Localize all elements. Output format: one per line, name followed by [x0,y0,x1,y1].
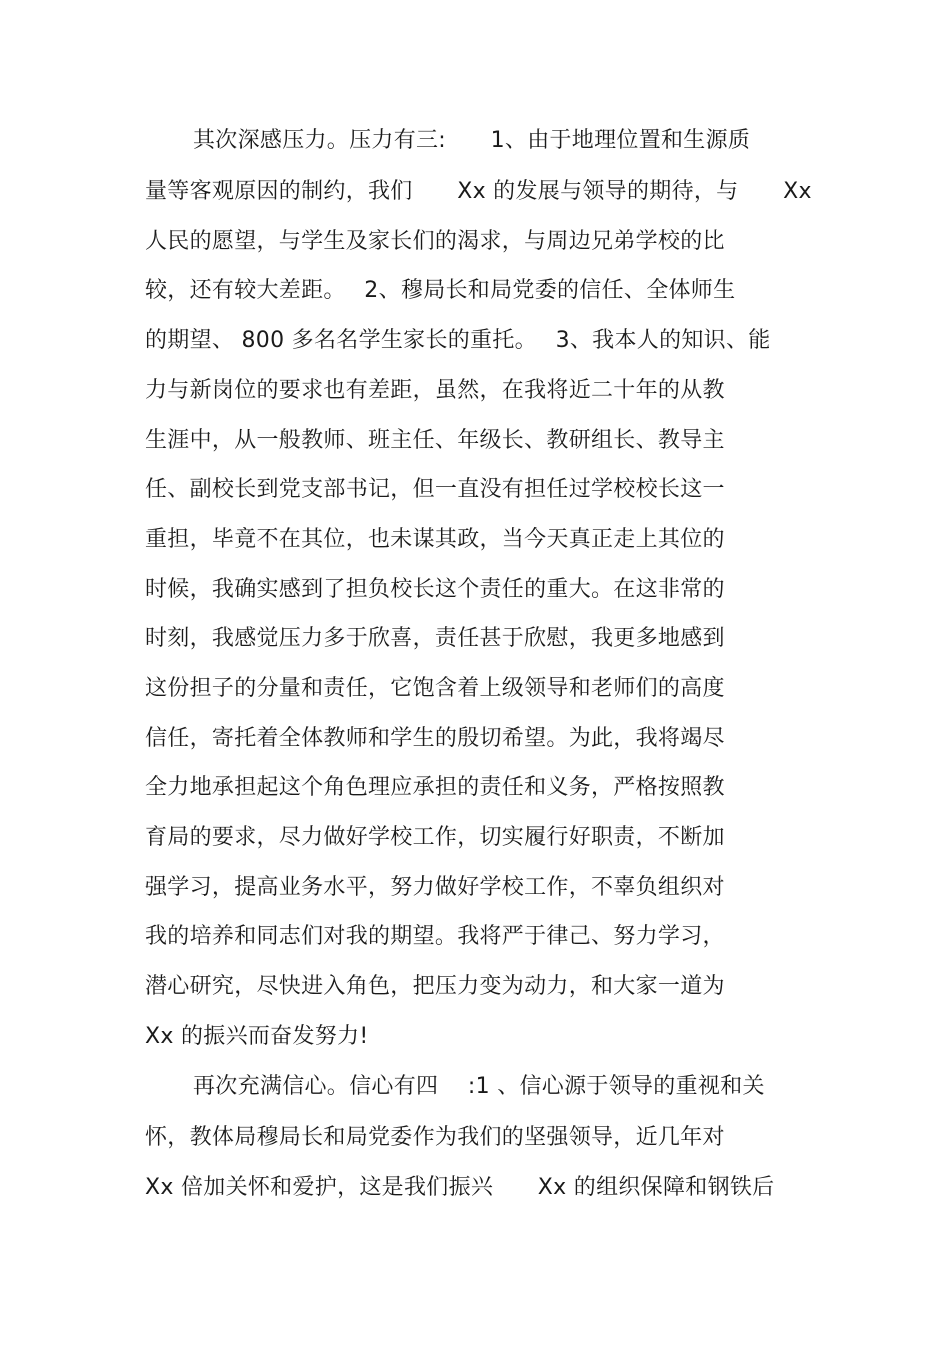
paragraph-line: 其次深感压力。压力有三: 1、由于地理位置和生源质 [193,128,751,153]
paragraph-line: 较，还有较大差距。 2、穆局长和局党委的信任、全体师生 [145,278,736,303]
paragraph-line: 这份担子的分量和责任，它饱含着上级领导和老师们的高度 [145,676,725,701]
paragraph-line: 怀，教体局穆局长和局党委作为我们的坚强领导，近几年对 [145,1125,725,1150]
paragraph-line: 时候，我确实感到了担负校长这个责任的重大。在这非常的 [145,577,725,602]
paragraph-line: Xx 倍加关怀和爱护，这是我们振兴 Xx 的组织保障和钢铁后 [145,1175,775,1200]
paragraph-line: 力与新岗位的要求也有差距，虽然，在我将近二十年的从教 [145,378,725,403]
paragraph-line: 人民的愿望，与学生及家长们的渴求，与周边兄弟学校的比 [145,229,725,254]
paragraph-line: 育局的要求，尽力做好学校工作，切实履行好职责，不断加 [145,825,725,850]
paragraph-line: 生涯中，从一般教师、班主任、年级长、教研组长、教导主 [145,428,725,453]
paragraph-line: 强学习，提高业务水平，努力做好学校工作，不辜负组织对 [145,875,725,900]
paragraph-line: 全力地承担起这个角色理应承担的责任和义务，严格按照教 [145,775,725,800]
paragraph-line: 再次充满信心。信心有四 :1 、信心源于领导的重视和关 [193,1074,765,1099]
paragraph-line: 任、副校长到党支部书记，但一直没有担任过学校校长这一 [145,477,725,502]
paragraph-line: 量等客观原因的制约，我们 Xx 的发展与领导的期待，与 Xx [145,179,812,204]
paragraph-line: 的期望、 800 多名名学生家长的重托。 3、我本人的知识、能 [145,328,771,353]
paragraph-line: 潜心研究，尽快进入角色，把压力变为动力，和大家一道为 [145,974,725,999]
paragraph-line: 我的培养和同志们对我的期望。我将严于律己、努力学习， [145,924,725,949]
paragraph-line: 时刻，我感觉压力多于欣喜，责任甚于欣慰，我更多地感到 [145,626,725,651]
paragraph-line: Xx 的振兴而奋发努力! [145,1024,369,1049]
paragraph-line: 重担，毕竟不在其位，也未谋其政，当今天真正走上其位的 [145,527,725,552]
paragraph-line: 信任，寄托着全体教师和学生的殷切希望。为此，我将竭尽 [145,726,725,751]
